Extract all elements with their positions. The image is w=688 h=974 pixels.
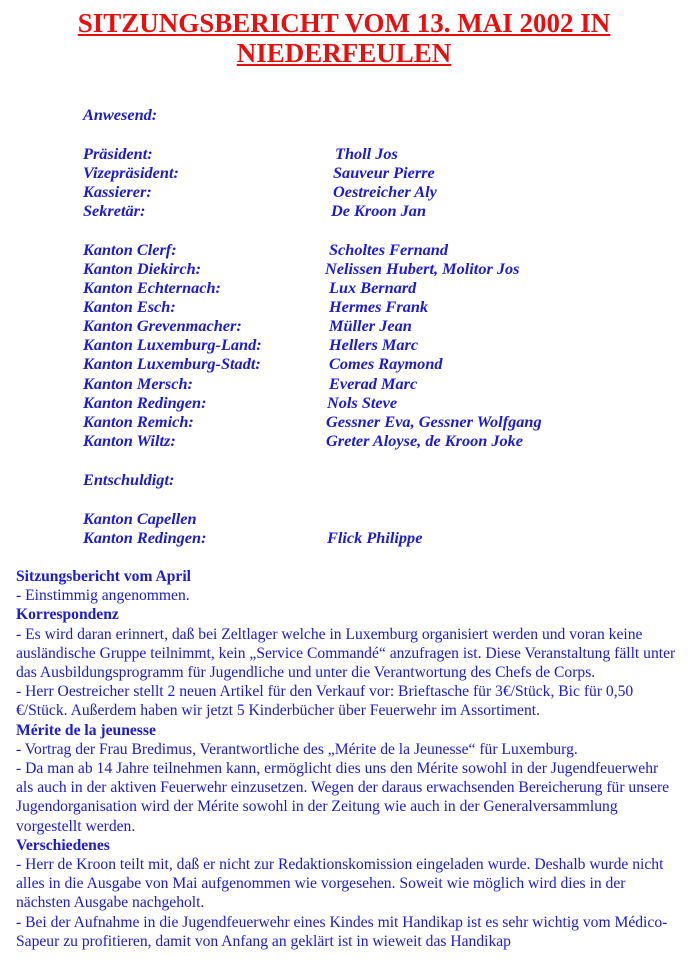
paragraph: - Einstimmig angenommen.: [16, 587, 190, 605]
title-line-2: NIEDERFEULEN: [236, 38, 452, 68]
document-title: [0, 8, 688, 68]
roster-role: Kanton Redingen:: [83, 393, 207, 412]
roster-role: Kanton Wiltz:: [83, 431, 176, 450]
paragraph: - Bei der Aufnahme in die Jugendfeuerwehr eines Kindes mit Handikap ist es sehr wichtig vom Médico-Sapeur zu profitieren, damit von Anfang an geklärt ist in wieweit das Handikap: [16, 913, 668, 950]
roster-name: Sauveur Pierre: [333, 163, 435, 182]
roster-role: Kanton Mersch:: [83, 374, 193, 393]
roster-row: [83, 509, 197, 528]
roster-row: [83, 335, 419, 354]
roster-name: Tholl Jos: [335, 144, 398, 163]
roster-role: Kanton Grevenmacher:: [83, 316, 242, 335]
roster-row: [83, 374, 418, 393]
roster-row: [83, 201, 426, 220]
roster-role: Kanton Esch:: [83, 297, 176, 316]
roster-name: Greter Aloyse, de Kroon Joke: [326, 431, 524, 450]
section-heading: Sitzungsbericht vom April: [16, 568, 192, 585]
section-heading: Mérite de la jeunesse: [16, 721, 156, 739]
roster-row: [83, 528, 423, 547]
roster-role: Sekretär:: [83, 201, 146, 220]
excused-heading: Entschuldigt:: [83, 470, 175, 489]
roster-role: Kassierer:: [83, 182, 152, 201]
roster-role: Kanton Luxemburg-Land:: [83, 335, 262, 354]
roster-row: [83, 316, 412, 335]
paragraph: - Es wird daran erinnert, daß bei Zeltlager welche in Luxemburg organisiert werden und voran keine ausländische Gruppe teilnimmt, kein „Service Commandé“ anzufragen ist. Diese Veranstaltung fällt unter das Ausbildungsprogramm für Jugendliche und unter die Verantwortung des Chefs de Corps.: [16, 625, 676, 682]
roster-row: [83, 297, 429, 316]
roster-role: Kanton Diekirch:: [83, 259, 202, 278]
roster-name: Hermes Frank: [329, 297, 429, 316]
roster-name: Nols Steve: [327, 393, 398, 412]
roster-role: Kanton Remich:: [83, 412, 194, 431]
roster-name: Comes Raymond: [329, 354, 443, 373]
roster-role: Präsident:: [83, 144, 153, 163]
roster-row: [83, 412, 542, 431]
roster-name: Scholtes Fernand: [329, 240, 448, 259]
roster-role: Kanton Echternach:: [83, 278, 221, 297]
roster-row: [83, 393, 398, 412]
roster-name: De Kroon Jan: [331, 201, 426, 220]
roster-name: Flick Philippe: [327, 528, 423, 547]
roster-row: [83, 144, 398, 163]
roster-role: Kanton Redingen:: [83, 528, 207, 547]
roster-row: [83, 431, 524, 450]
roster-row: [83, 163, 435, 182]
paragraph: - Vortrag der Frau Bredimus, Verantwortliche des „Mérite de la Jeunesse“ für Luxemburg.: [16, 740, 578, 758]
roster-role: Vizepräsident:: [83, 163, 179, 182]
section-heading: Verschiedenes: [16, 836, 110, 854]
section-heading: Korrespondenz: [16, 606, 119, 624]
paragraph: - Herr Oestreicher stellt 2 neuen Artikel für den Verkauf vor: Brieftasche für 3€/Stück, Bic für 0,50 €/Stück. Außerdem haben wir jetzt 5 Kinderbücher über Feuerwehr im Assortiment.: [16, 683, 634, 720]
roster-name: Hellers Marc: [329, 335, 419, 354]
roster-name: Everad Marc: [329, 374, 418, 393]
paragraph: - Herr de Kroon teilt mit, daß er nicht zur Redaktionskomission eingeladen wurde. Deshalb wurde nicht alles in die Ausgabe von Mai aufgenommen wie vorgesehen. Soweit wie möglich wird dies in der nächsten Ausgabe nachgeholt.: [16, 856, 664, 912]
roster-name: Lux Bernard: [329, 278, 417, 297]
title-line-1: SITZUNGSBERICHT VOM 13. MAI 2002 IN: [77, 8, 611, 38]
roster-role: Kanton Clerf:: [83, 240, 177, 259]
roster-name: Müller Jean: [329, 316, 412, 335]
report-body: [16, 567, 676, 951]
roster-row: [83, 259, 520, 278]
roster-role: Kanton Capellen: [83, 509, 197, 528]
paragraph: - Da man ab 14 Jahre teilnehmen kann, ermöglicht dies uns den Mérite sowohl in der Jugendfeuerwehr als auch in der aktiven Feuerwehr einzusetzen. Wegen der daraus erwachsenden Bereicherung für unsere Jugendorganisation wird der Mérite sowohl in der Zeitung wie auch in der Generalversammlung vorgestellt werden.: [16, 760, 670, 835]
roster-row: [83, 182, 437, 201]
roster-row: [83, 240, 448, 259]
roster-row: [83, 354, 443, 373]
roster-name: Oestreicher Aly: [333, 182, 437, 201]
roster-role: Kanton Luxemburg-Stadt:: [83, 354, 261, 373]
roster-row: [83, 278, 417, 297]
roster-name: Nelissen Hubert, Molitor Jos: [325, 259, 520, 278]
roster-name: Gessner Eva, Gessner Wolfgang: [326, 412, 542, 431]
present-heading: Anwesend:: [83, 105, 158, 124]
